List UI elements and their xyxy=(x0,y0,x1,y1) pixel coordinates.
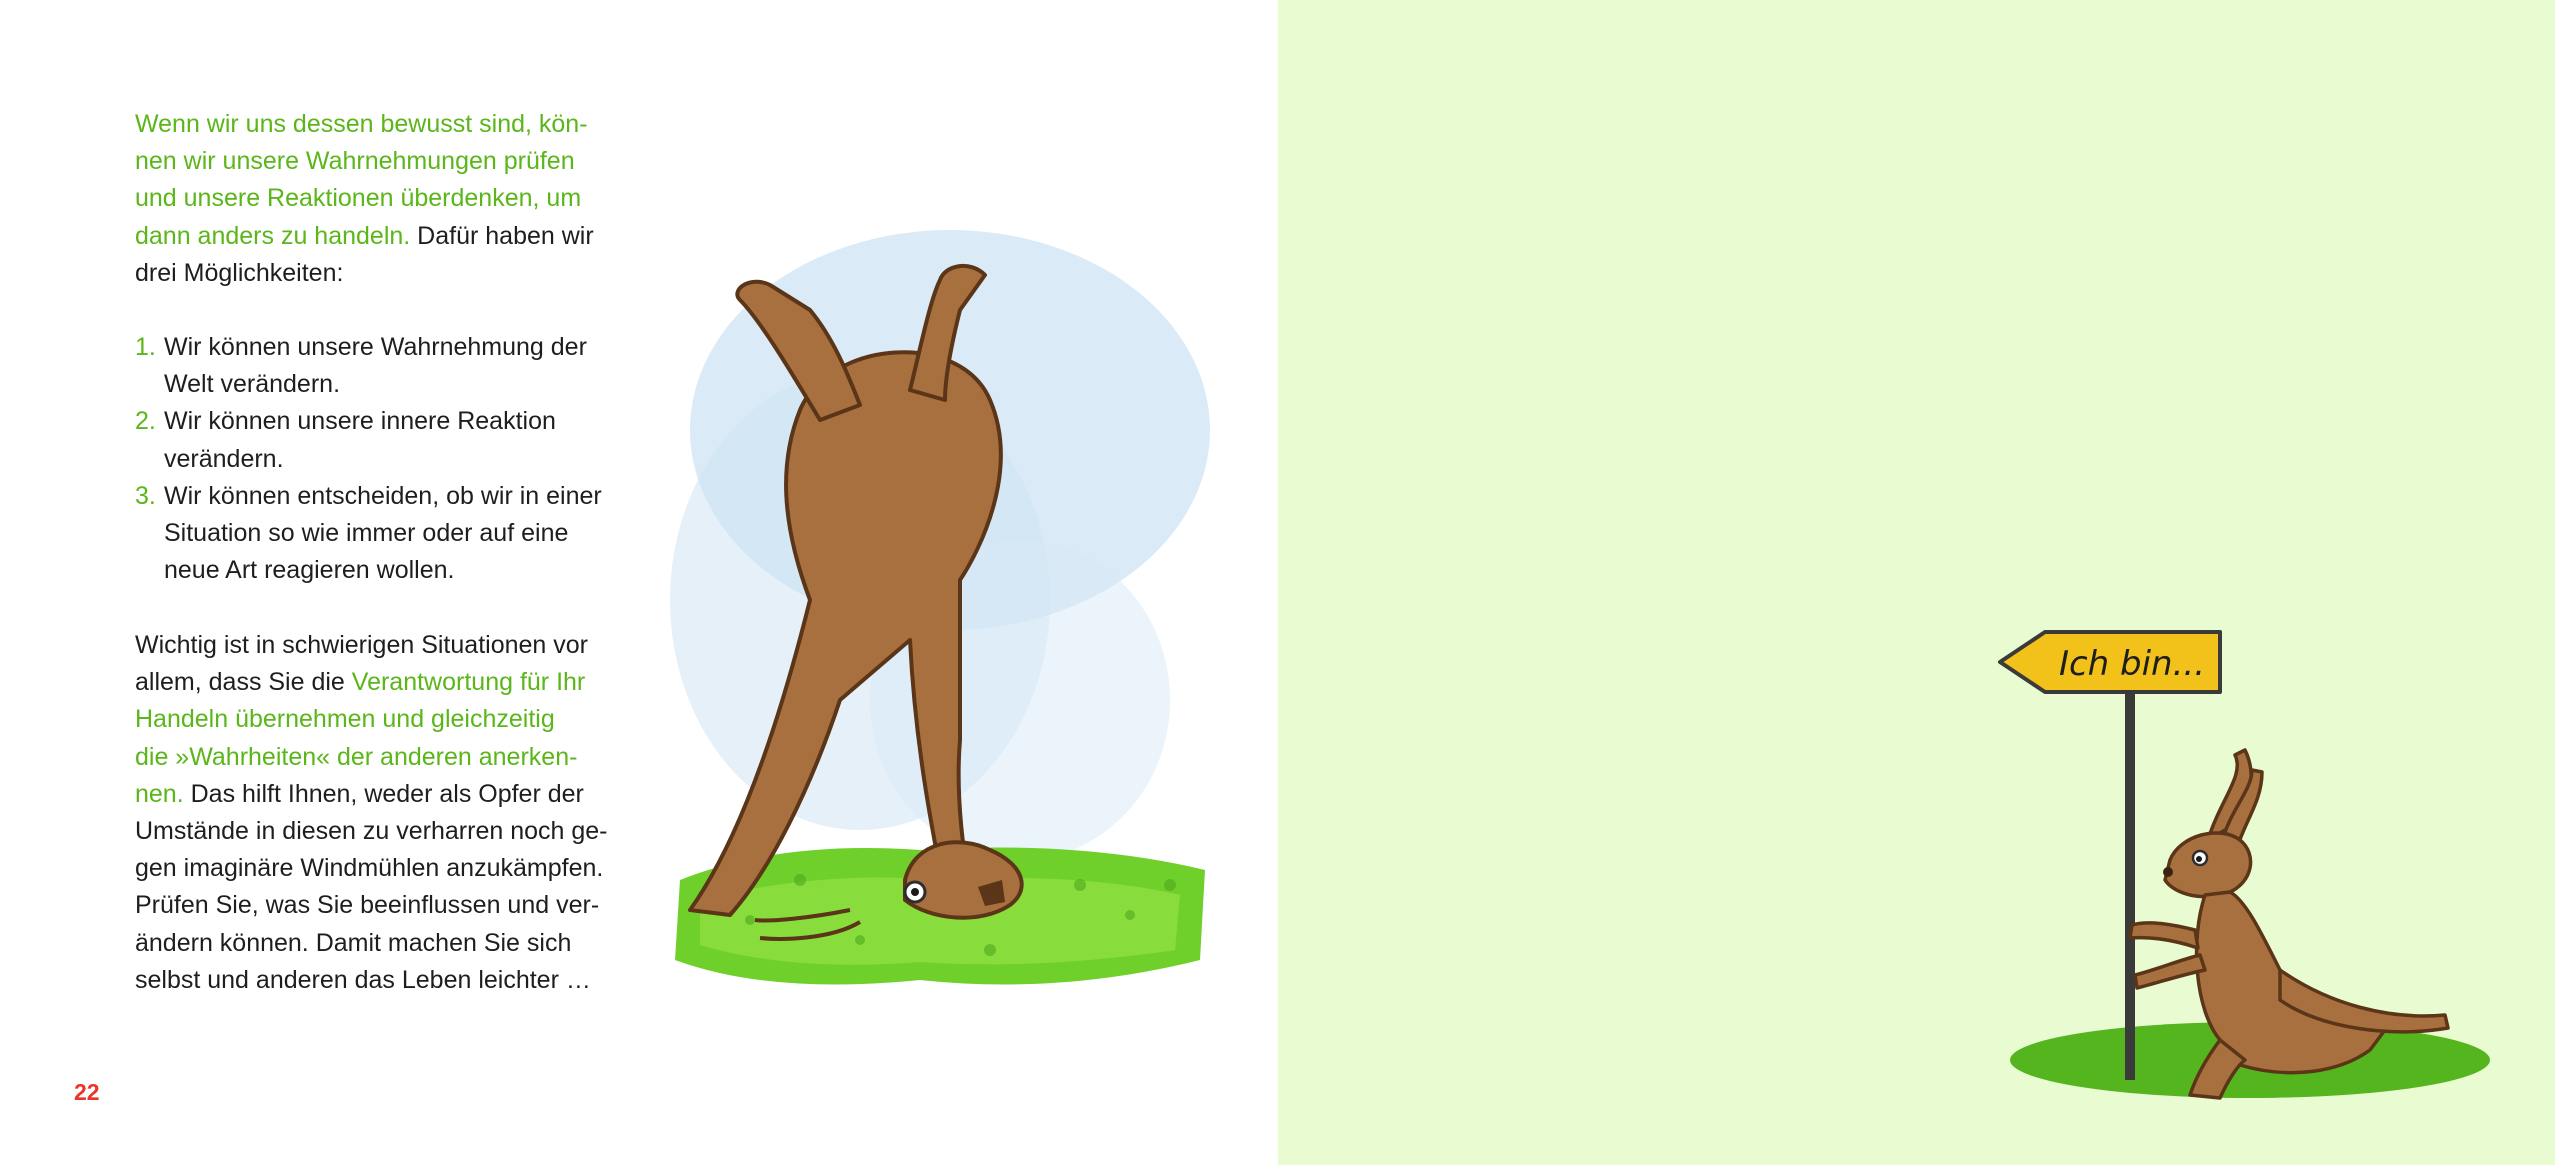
list-item xyxy=(135,403,645,477)
list-item-text: Situation so wie immer oder auf eine xyxy=(164,519,569,548)
text-line xyxy=(135,739,655,776)
highlight-text: und unsere Reaktionen überdenken, um xyxy=(135,184,582,213)
text-line xyxy=(135,664,655,701)
list-item-text: neue Art reagieren wollen. xyxy=(164,556,455,585)
list-item-text: Wir können unsere Wahrnehmung der xyxy=(164,333,587,361)
plain-text: ändern können. Damit machen Sie sich xyxy=(135,928,572,957)
plain-text: Umstände in diesen zu verharren noch ge- xyxy=(135,817,608,846)
text-line xyxy=(135,776,655,813)
text-line xyxy=(135,701,655,738)
highlight-text: die »Wahrheiten« der anderen anerken- xyxy=(135,742,578,771)
text-line xyxy=(135,218,635,255)
text-line xyxy=(135,143,635,180)
text-line xyxy=(135,925,655,962)
text-line xyxy=(135,106,635,143)
text-line xyxy=(135,627,655,664)
list-item xyxy=(135,478,645,590)
sign-text: Ich bin... xyxy=(2058,644,2206,684)
text-line xyxy=(135,962,655,999)
text-line xyxy=(135,255,635,292)
highlight-text: Handeln übernehmen und gleichzeitig xyxy=(135,705,555,734)
text-line xyxy=(135,850,655,887)
page-number: 22 xyxy=(74,1079,100,1105)
plain-text: selbst und anderen das Leben leichter … xyxy=(135,965,591,994)
kangaroo-handstand-illustration xyxy=(660,180,1220,1030)
list-item-text: Welt verändern. xyxy=(164,370,341,399)
options-list xyxy=(135,329,645,589)
sign-pole xyxy=(2125,690,2135,1080)
plain-text: allem, dass Sie die xyxy=(135,668,352,697)
plain-text: Wichtig ist in schwierigen Situationen vor xyxy=(135,631,588,659)
highlight-text: Wenn wir uns dessen bewusst sind, kön- xyxy=(135,110,588,138)
intro-paragraph xyxy=(135,106,635,292)
list-item-text: Wir können entscheiden, ob wir in einer xyxy=(164,481,602,510)
list-number: 1. xyxy=(135,333,156,361)
plain-text: Dafür haben wir xyxy=(410,221,594,250)
plain-text: Das hilft Ihnen, weder als Opfer der xyxy=(183,779,584,808)
responsibility-paragraph xyxy=(135,627,655,999)
list-item xyxy=(135,329,645,403)
text-line xyxy=(135,180,635,217)
plain-text: gen imaginäre Windmühlen anzukämpfen. xyxy=(135,854,604,883)
text-line xyxy=(135,887,655,924)
list-number: 2. xyxy=(135,407,156,436)
list-item-text: Wir können unsere innere Reaktion xyxy=(164,407,556,436)
highlight-text: nen. xyxy=(135,779,184,808)
kangaroo-signpost-illustration xyxy=(1990,610,2460,1110)
highlight-text: dann anders zu handeln. xyxy=(135,221,411,250)
plain-text: drei Möglichkeiten: xyxy=(135,258,344,287)
list-number: 3. xyxy=(135,481,156,510)
highlight-text: Verantwortung für Ihr xyxy=(351,668,586,697)
text-line xyxy=(135,813,655,850)
plain-text: Prüfen Sie, was Sie beeinflussen und ver- xyxy=(135,891,600,920)
highlight-text: nen wir unsere Wahrnehmungen prüfen xyxy=(135,147,575,176)
list-item-text: verändern. xyxy=(164,444,284,473)
